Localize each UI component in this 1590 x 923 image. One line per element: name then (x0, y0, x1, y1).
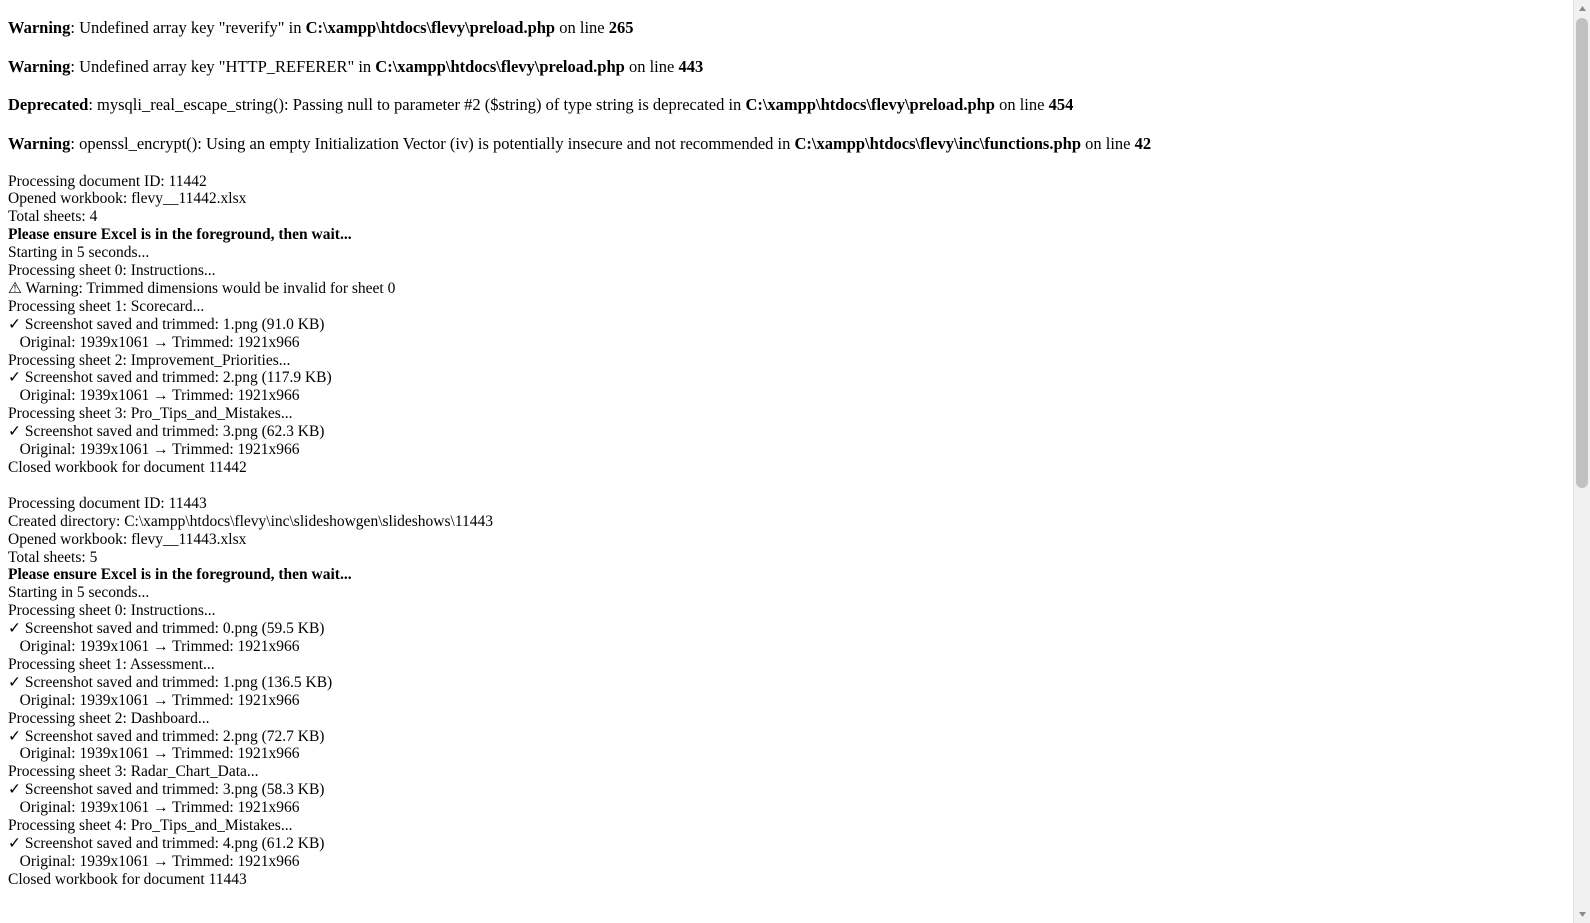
php-notice-line-number: 265 (608, 18, 634, 37)
console-line: Processing sheet 2: Dashboard... (8, 709, 210, 727)
php-notice-message: : openssl_encrypt(): Using an empty Initialization Vector (iv) is potentially insecure and not recommended in (70, 133, 795, 153)
console-line: Starting in 5 seconds... (8, 244, 150, 262)
php-notice-list (8, 18, 1563, 155)
console-line: Original: 1939x1061 → Trimmed: 1921x966 (8, 745, 300, 763)
scroll-up-arrow-icon[interactable] (1574, 0, 1590, 17)
php-notice (8, 134, 1563, 155)
console-line: Opened workbook: flevy__11443.xlsx (8, 530, 247, 548)
console-line: ✓ Screenshot saved and trimmed: 1.png (91.0 KB) (8, 315, 325, 333)
console-line: ✓ Screenshot saved and trimmed: 4.png (61.2 KB) (8, 835, 325, 853)
console-line: Processing sheet 0: Instructions... (8, 602, 216, 620)
console-line: ✓ Screenshot saved and trimmed: 1.png (136.5 KB) (8, 673, 333, 691)
console-blank-line (8, 477, 1563, 495)
console-line: ✓ Screenshot saved and trimmed: 3.png (62.3 KB) (8, 423, 325, 441)
vertical-scrollbar[interactable] (1573, 0, 1590, 923)
console-line: Total sheets: 4 (8, 208, 98, 226)
console-line: ✓ Screenshot saved and trimmed: 3.png (58.3 KB) (8, 781, 325, 799)
php-notice-line-number: 42 (1134, 133, 1152, 153)
php-notice-level: Warning (8, 133, 71, 153)
console-line: ✓ Screenshot saved and trimmed: 0.png (59.5 KB) (8, 620, 325, 638)
console-line: Starting in 5 seconds... (8, 584, 150, 602)
php-notice-line-number: 454 (1048, 95, 1074, 115)
php-notice-line-label: on line (555, 18, 609, 37)
console-line: Processing sheet 3: Radar_Chart_Data... (8, 763, 259, 781)
php-notice-line-number: 443 (678, 56, 704, 76)
console-line: Original: 1939x1061 → Trimmed: 1921x966 (8, 387, 300, 405)
php-notice-message: : Undefined array key "reverify" in (70, 18, 306, 37)
script-console-output (8, 173, 1563, 889)
console-line: Processing sheet 2: Improvement_Priorities... (8, 351, 291, 369)
console-line: Total sheets: 5 (8, 548, 98, 566)
console-line: Opened workbook: flevy__11442.xlsx (8, 190, 247, 208)
console-line: Original: 1939x1061 → Trimmed: 1921x966 (8, 799, 300, 817)
php-notice (8, 95, 1563, 116)
php-notice (8, 57, 1563, 78)
console-line: Please ensure Excel is in the foreground, then wait... (8, 566, 352, 584)
console-line: Original: 1939x1061 → Trimmed: 1921x966 (8, 638, 300, 656)
php-notice-line-label: on line (994, 95, 1049, 115)
php-notice-line-label: on line (624, 56, 679, 76)
console-line: Processing document ID: 11443 (8, 494, 207, 512)
console-line: ✓ Screenshot saved and trimmed: 2.png (117.9 KB) (8, 369, 332, 387)
console-line: Original: 1939x1061 → Trimmed: 1921x966 (8, 691, 300, 709)
console-line: Processing document ID: 11442 (8, 172, 207, 190)
php-notice-message: : Undefined array key "HTTP_REFERER" in (70, 56, 376, 76)
php-notice-file: C:\xampp\htdocs\flevy\preload.php (745, 95, 995, 115)
console-line: Please ensure Excel is in the foreground, then wait... (8, 226, 352, 244)
console-line: Original: 1939x1061 → Trimmed: 1921x966 (8, 333, 300, 351)
scroll-thumb[interactable] (1576, 18, 1588, 488)
php-notice-message: : mysqli_real_escape_string(): Passing null to parameter #2 ($string) of type string is deprecated in (88, 95, 746, 115)
console-line: Processing sheet 1: Scorecard... (8, 297, 205, 315)
console-line: Processing sheet 3: Pro_Tips_and_Mistakes... (8, 405, 293, 423)
php-notice-file: C:\xampp\htdocs\flevy\preload.php (305, 18, 556, 37)
console-line: Original: 1939x1061 → Trimmed: 1921x966 (8, 441, 300, 459)
scroll-down-arrow-icon[interactable] (1574, 906, 1590, 923)
console-line: Original: 1939x1061 → Trimmed: 1921x966 (8, 852, 300, 870)
php-notice-file: C:\xampp\htdocs\flevy\preload.php (375, 56, 625, 76)
php-notice (8, 18, 1563, 39)
console-line: Processing sheet 1: Assessment... (8, 655, 215, 673)
console-line: Processing sheet 4: Pro_Tips_and_Mistakes... (8, 817, 293, 835)
console-line: ⚠ Warning: Trimmed dimensions would be invalid for sheet 0 (8, 279, 396, 297)
console-line: Created directory: C:\xampp\htdocs\flevy\inc\slideshowgen\slideshows\11443 (8, 512, 494, 530)
php-notice-level: Deprecated (8, 95, 89, 115)
php-notice-level: Warning (8, 18, 71, 37)
php-notice-line-label: on line (1081, 133, 1135, 153)
console-line: Closed workbook for document 11443 (8, 870, 247, 888)
console-line: Closed workbook for document 11442 (8, 459, 247, 476)
php-notice-file: C:\xampp\htdocs\flevy\inc\functions.php (794, 133, 1082, 153)
console-line: ✓ Screenshot saved and trimmed: 2.png (72.7 KB) (8, 727, 325, 745)
console-line: Processing sheet 0: Instructions... (8, 262, 216, 280)
php-notice-level: Warning (8, 56, 71, 76)
